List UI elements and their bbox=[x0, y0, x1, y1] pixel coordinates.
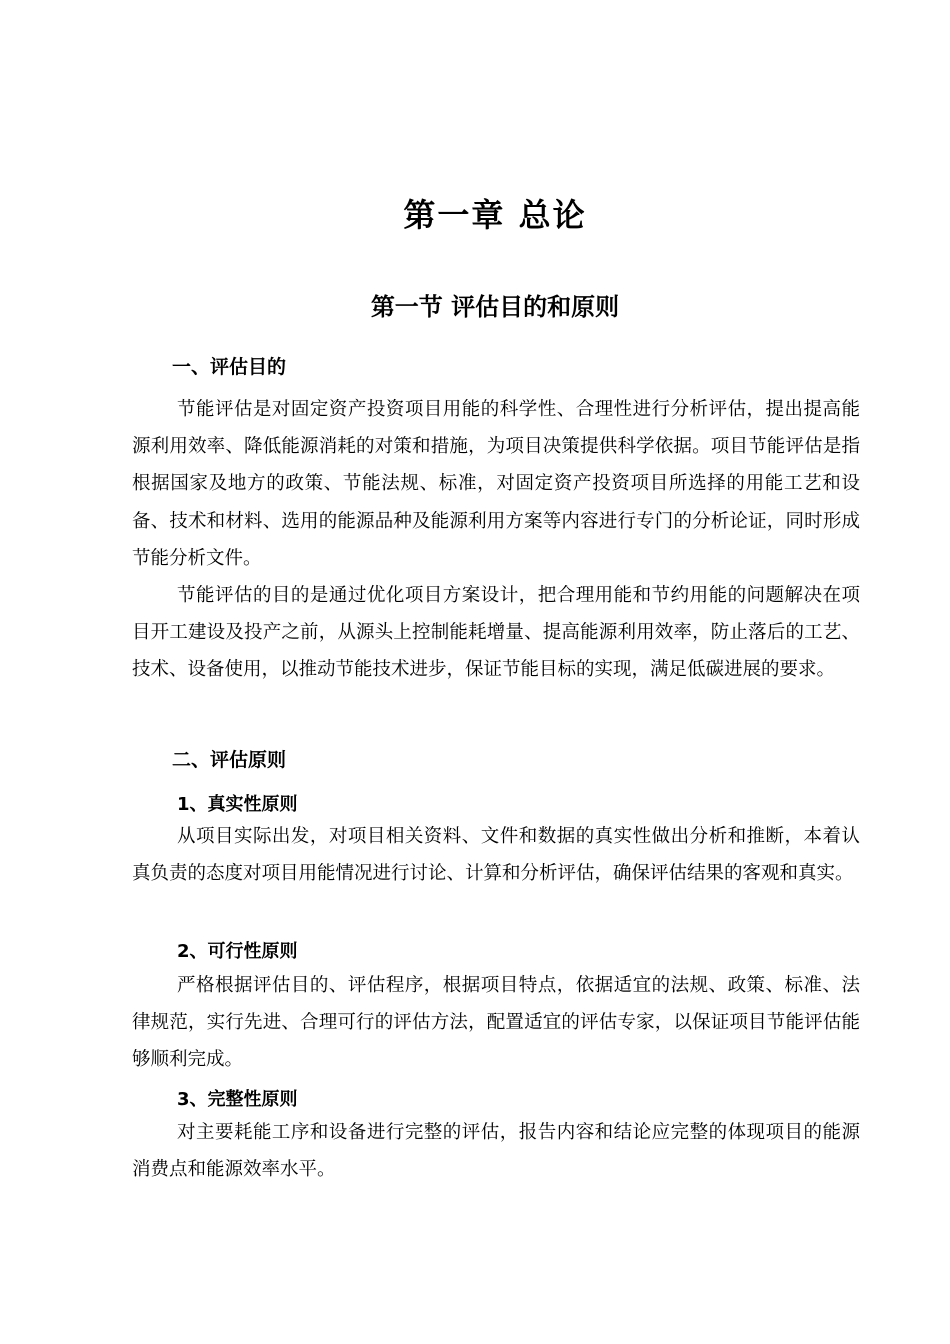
purpose-paragraph-2: 节能评估的目的是通过优化项目方案设计，把合理用能和节约用能的问题解决在项目开工建设及投产之前，从源头上控制能耗增量、提高能源利用效率，防止落后的工艺、技术、设备使用，以推动节能技术进步，保证节能目标的实现，满足低碳进展的要求。 bbox=[132, 585, 860, 681]
section-title: 第一节 评估目的和原则 bbox=[370, 293, 620, 321]
chapter-title: 第一章 总论 bbox=[403, 196, 587, 234]
purpose-paragraph-1: 节能评估是对固定资产投资项目用能的科学性、合理性进行分析评估，提出提高能源利用效率、降低能源消耗的对策和措施，为项目决策提供科学依据。项目节能评估是指根据国家及地方的政策、节能法规、标准，对固定资产投资项目所选择的用能工艺和设备、技术和材料、选用的能源品种及能源利用方案等内容进行专门的分析论证，同时形成节能分析文件。 bbox=[132, 399, 860, 569]
principle-2-title: 2、可行性原则 bbox=[177, 941, 298, 962]
purpose-heading: 一、评估目的 bbox=[172, 356, 287, 378]
principle-1-title: 1、真实性原则 bbox=[177, 794, 298, 815]
principle-1-text: 从项目实际出发，对项目相关资料、文件和数据的真实性做出分析和推断，本着认真负责的态度对项目用能情况进行讨论、计算和分析评估，确保评估结果的客观和真实。 bbox=[132, 826, 860, 885]
principle-3-text: 对主要耗能工序和设备进行完整的评估，报告内容和结论应完整的体现项目的能源消费点和能源效率水平。 bbox=[132, 1122, 860, 1181]
principle-2-text: 严格根据评估目的、评估程序，根据项目特点，依据适宜的法规、政策、标准、法律规范，实行先进、合理可行的评估方法，配置适宜的评估专家，以保证项目节能评估能够顺利完成。 bbox=[132, 975, 860, 1071]
principles-heading: 二、评估原则 bbox=[172, 749, 287, 771]
principle-3-title: 3、完整性原则 bbox=[177, 1089, 298, 1110]
